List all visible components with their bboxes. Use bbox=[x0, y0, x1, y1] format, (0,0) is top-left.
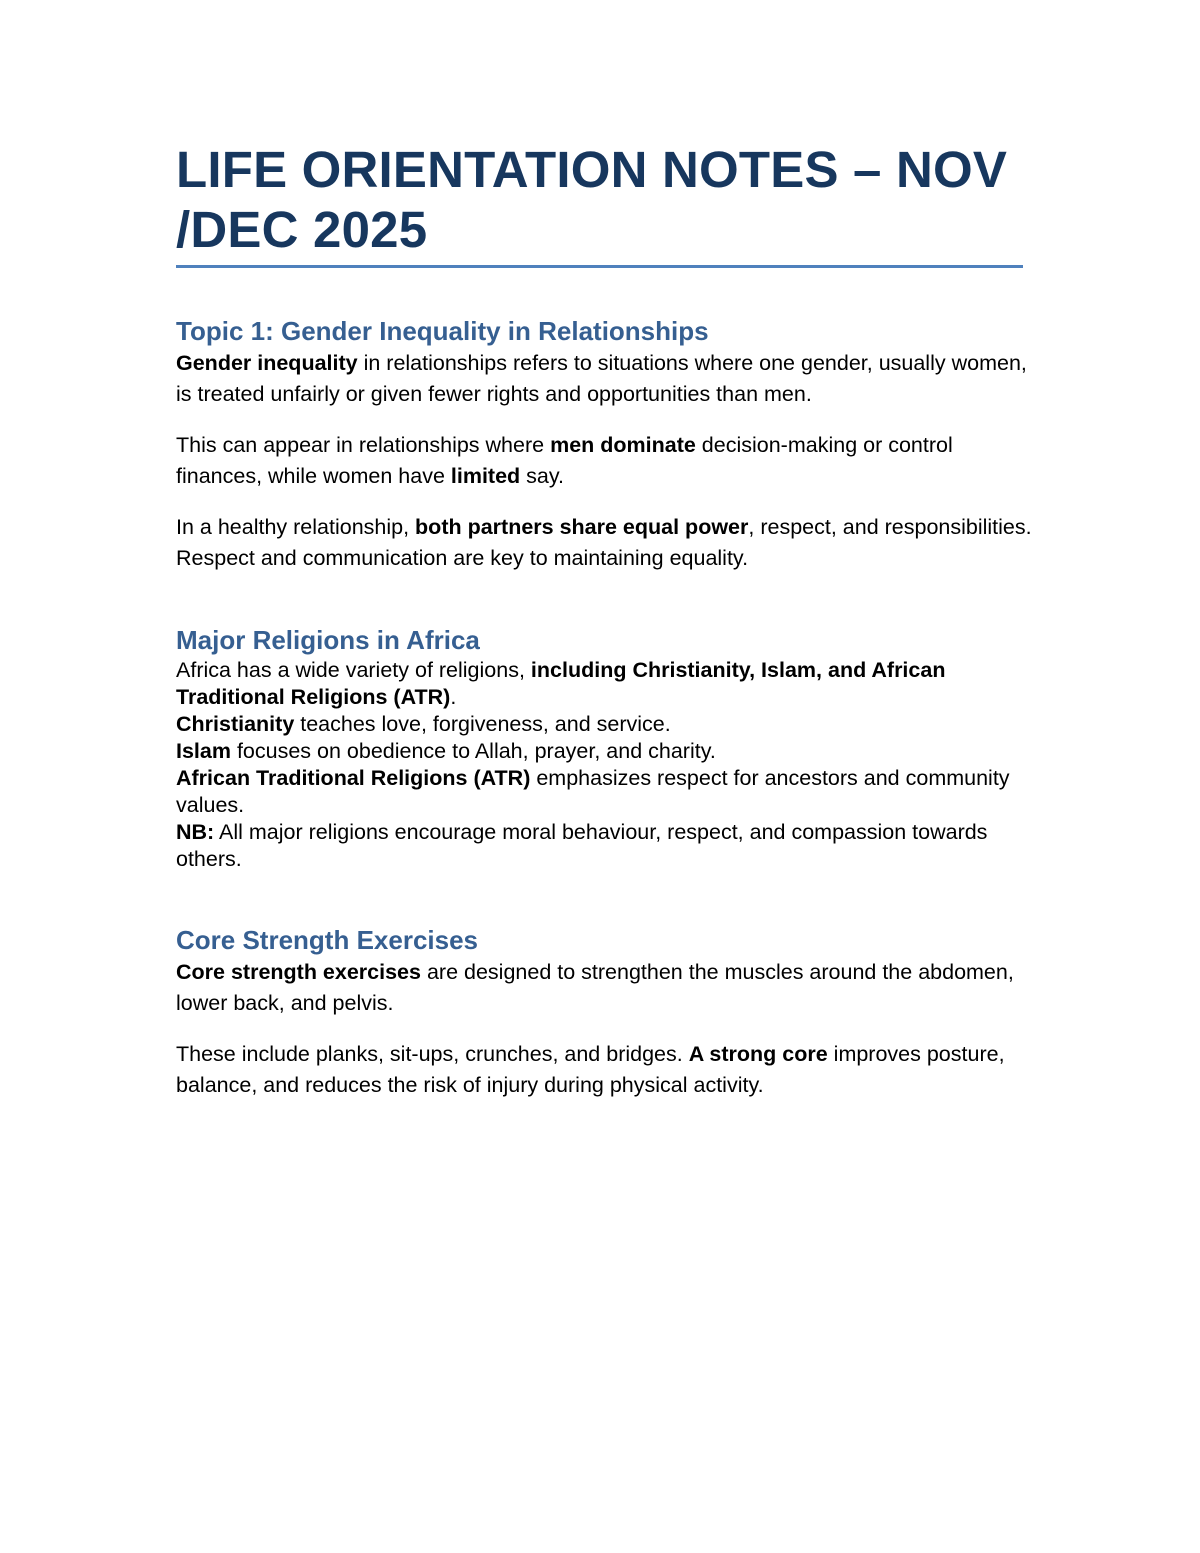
section-gender-inequality bbox=[176, 314, 1036, 574]
text-run: say. bbox=[520, 464, 564, 488]
text-run: All major religions encourage moral behaviour, respect, and compassion towards others. bbox=[176, 820, 988, 871]
paragraph bbox=[176, 1039, 1036, 1101]
paragraph bbox=[176, 512, 1036, 574]
bold-text: including Christianity, Islam, and African Traditional Religions (ATR) bbox=[176, 658, 946, 709]
text-run: These include planks, sit-ups, crunches, and bridges. bbox=[176, 1042, 689, 1066]
text-run: decision-making or control finances, while women have bbox=[176, 433, 953, 488]
text-run: in relationships refers to situations where one gender, usually women, is treated unfairly or given fewer rights and opportunities than men. bbox=[176, 351, 1027, 406]
text-run: This can appear in relationships where bbox=[176, 433, 551, 457]
paragraph bbox=[176, 348, 1036, 410]
title-underline bbox=[176, 265, 1023, 268]
paragraph bbox=[176, 819, 1036, 873]
section-heading: Major Religions in Africa bbox=[176, 625, 480, 655]
paragraph bbox=[176, 957, 1036, 1019]
text-run: focuses on obedience to Allah, prayer, and charity. bbox=[230, 739, 716, 763]
paragraph bbox=[176, 711, 1036, 738]
bold-text: men dominate bbox=[550, 433, 696, 457]
paragraph bbox=[176, 765, 1036, 819]
text-run: In a healthy relationship, bbox=[176, 515, 416, 539]
section-heading: Core Strength Exercises bbox=[176, 925, 479, 955]
text-run: are designed to strengthen the muscles around the abdomen, lower back, and pelvis. bbox=[176, 960, 1014, 1015]
bold-text: Gender inequality bbox=[176, 351, 358, 375]
bold-text: A strong core bbox=[688, 1042, 828, 1066]
paragraph bbox=[176, 657, 1036, 711]
bold-text: both partners share equal power bbox=[415, 515, 749, 539]
text-run: improves posture, balance, and reduces the risk of injury during physical activity. bbox=[176, 1042, 1005, 1097]
document-title: LIFE ORIENTATION NOTES – NOV /DEC 2025 bbox=[176, 141, 1008, 258]
bold-text: limited bbox=[450, 464, 521, 488]
text-run: . bbox=[450, 685, 457, 709]
section-core-strength bbox=[176, 923, 1036, 1101]
bold-text: NB: bbox=[176, 820, 215, 844]
bold-text: Islam bbox=[176, 739, 231, 763]
section-heading: Topic 1: Gender Inequality in Relationships bbox=[176, 316, 709, 346]
bold-text: Christianity bbox=[176, 712, 295, 736]
text-run: emphasizes respect for ancestors and community values. bbox=[176, 766, 1010, 817]
paragraph bbox=[176, 738, 1036, 765]
text-run: , respect, and responsibilities. Respect and communication are key to maintaining equality. bbox=[176, 515, 1032, 570]
bold-text: Core strength exercises bbox=[176, 960, 421, 984]
text-run: teaches love, forgiveness, and service. bbox=[294, 712, 671, 736]
text-run: Africa has a wide variety of religions, bbox=[176, 658, 531, 682]
paragraph bbox=[176, 430, 1036, 492]
bold-text: African Traditional Religions (ATR) bbox=[176, 766, 531, 790]
section-major-religions bbox=[176, 623, 1036, 873]
